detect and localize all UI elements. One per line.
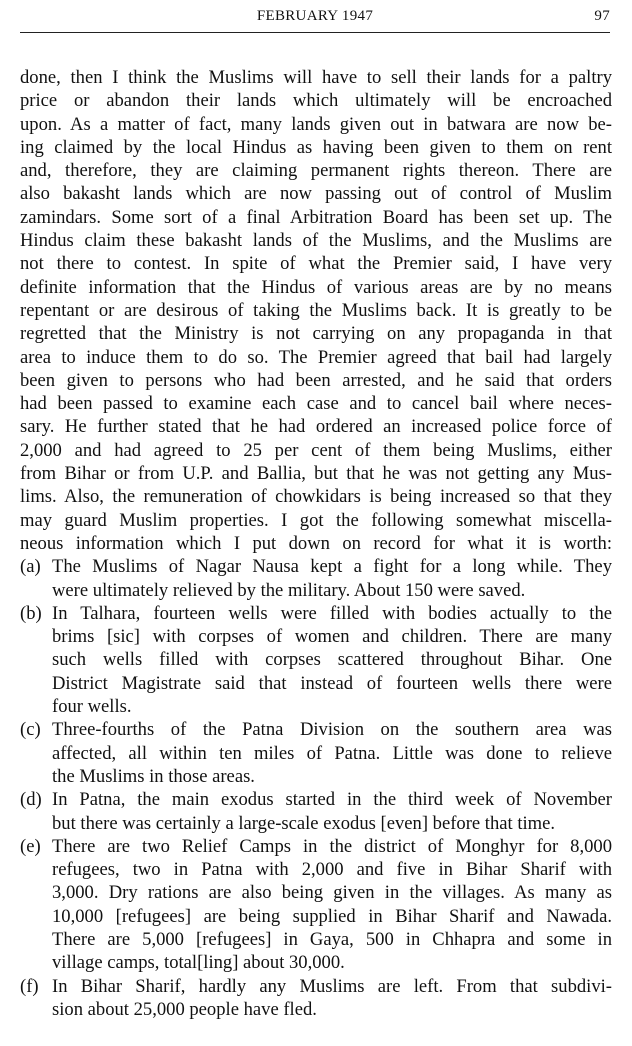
list-item-line: village camps, total[ling] about 30,000. — [52, 952, 345, 974]
list-item-line: such wells filled with corpses scattered throughout Bihar. One — [52, 649, 612, 671]
list-item-line: There are 5,000 [refugees] in Gaya, 500 in Chhapra and some in — [52, 928, 612, 950]
paragraph-line: had been passed to examine each case and to cancel bail where neces- — [20, 393, 612, 415]
paragraph-line: sary. He further stated that he had ordered an increased police force of — [20, 416, 612, 438]
paragraph-line: upon. As a matter of fact, many lands given out in batwara are now be- — [20, 113, 612, 135]
list-item-f — [20, 975, 612, 1022]
list-item-b — [20, 602, 612, 718]
list-marker: (c) — [20, 719, 41, 741]
header-title: FEBRUARY 1947 — [256, 8, 374, 24]
list-item-line: In Patna, the main exodus started in the third week of November — [52, 789, 612, 811]
list-item-line: The Muslims of Nagar Nausa kept a fight for a long while. They — [52, 556, 612, 578]
paragraph-line: zamindars. Some sort of a final Arbitration Board has been set up. The — [20, 206, 612, 228]
list-item-c — [20, 718, 612, 788]
paragraph-line: not there to contest. In spite of what the Premier said, I have very — [20, 253, 612, 275]
list-marker: (d) — [20, 789, 42, 811]
paragraph-line: lims. Also, the remuneration of chowkidars is being increased so that they — [20, 486, 612, 508]
paragraph-line: area to induce them to do so. The Premier agreed that bail had largely — [20, 346, 612, 368]
list-marker: (f) — [20, 975, 39, 997]
paragraph-line: may guard Muslim properties. I got the following somewhat miscella- — [20, 509, 612, 531]
list-item-line: District Magistrate said that instead of fourteen wells there were — [52, 672, 612, 694]
body-text — [20, 66, 612, 1021]
list-item-line: In Talhara, fourteen wells were filled with bodies actually to the — [52, 602, 612, 624]
list-item-line: refugees, two in Patna with 2,000 and five in Bihar Sharif with — [52, 859, 612, 881]
list-item-e — [20, 835, 612, 975]
paragraph-line: from Bihar or from U.P. and Ballia, but that he was not getting any Mus- — [20, 463, 612, 485]
page-number: 97 — [594, 8, 610, 24]
list-marker: (b) — [20, 602, 42, 624]
body-paragraph — [20, 66, 612, 555]
list-item-a — [20, 555, 612, 602]
paragraph-line: Hindus claim these bakasht lands of the Muslims, and the Muslims are — [20, 230, 612, 252]
list-item-d — [20, 788, 612, 835]
list-item-line: Three-fourths of the Patna Division on the southern area was — [52, 719, 612, 741]
list-item-line: 3,000. Dry rations are also being given in the villages. As many as — [52, 882, 612, 904]
paragraph-line: ing claimed by the local Hindus as having been given to them on rent — [20, 136, 612, 158]
paragraph-line: 2,000 and had agreed to 25 per cent of them being Muslims, either — [20, 439, 612, 461]
paragraph-line: done, then I think the Muslims will have to sell their lands for a paltry — [20, 67, 612, 88]
paragraph-line: neous information which I put down on record for what it is worth: — [20, 532, 612, 554]
paragraph-line: also bakasht lands which are now passing out of control of Muslim — [20, 183, 612, 205]
list-item-line: affected, all within ten miles of Patna. Little was done to relieve — [52, 742, 612, 764]
paragraph-line: price or abandon their lands which ultimately will be encroached — [20, 90, 612, 112]
list-item-line: sion about 25,000 people have fled. — [52, 998, 317, 1020]
list-item-line: but there was certainly a large-scale exodus [even] before that time. — [52, 812, 556, 834]
list-marker: (e) — [20, 835, 41, 857]
list-item-line: brims [sic] with corpses of women and children. There are many — [52, 626, 612, 648]
running-header — [20, 6, 610, 33]
paragraph-line: regretted that the Ministry is not carrying on any propaganda in that — [20, 323, 612, 345]
list-item-line: There are two Relief Camps in the district of Monghyr for 8,000 — [52, 835, 612, 857]
list-item-line: 10,000 [refugees] are being supplied in Bihar Sharif and Nawada. — [52, 905, 612, 927]
list-marker: (a) — [20, 556, 41, 578]
list-item-line: In Bihar Sharif, hardly any Muslims are left. From that subdivi- — [52, 975, 612, 997]
paragraph-line: been given to persons who had been arrested, and he said that orders — [20, 369, 612, 391]
list-item-line: were ultimately relieved by the military. About 150 were saved. — [52, 579, 526, 601]
paragraph-line: repentant or are desirous of taking the Muslims back. It is greatly to be — [20, 299, 612, 321]
paragraph-line: and, therefore, they are claiming permanent rights thereon. There are — [20, 160, 612, 182]
list-item-line: the Muslims in those areas. — [52, 765, 255, 787]
list-item-line: four wells. — [52, 696, 132, 718]
paragraph-line: definite information that the Hindus of various areas are by no means — [20, 276, 612, 298]
